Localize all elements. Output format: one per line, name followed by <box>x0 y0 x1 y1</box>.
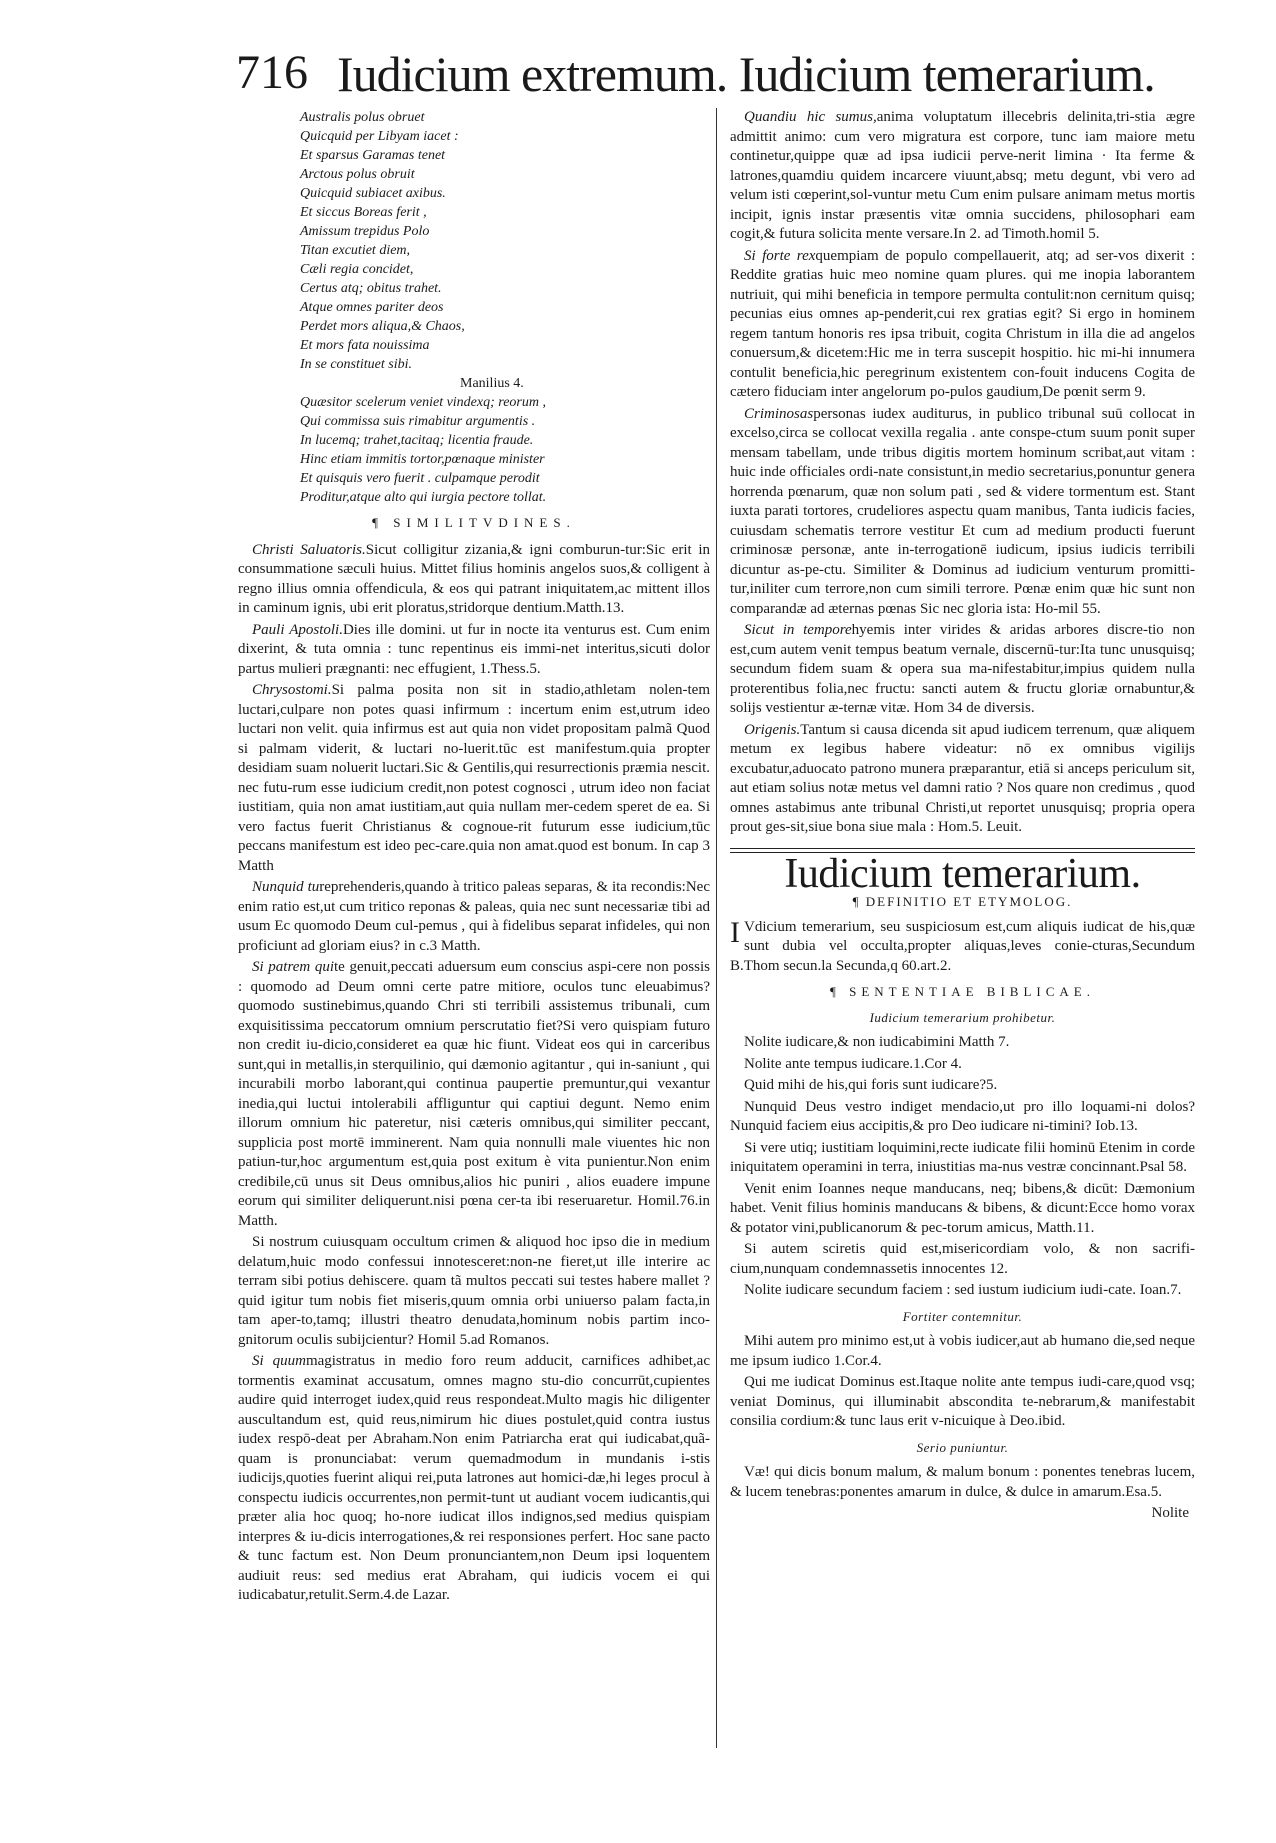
paragraph-text: Si nostrum cuiusquam occultum crimen & aliquod hoc ipso die in medium delatum,huic modo confessui innotesceret:non-ne fieret,ut ille interire ac terram sibi potius dehiscere. quam tã multos peccati sui testes habere mallet ? quid igitur tum nobis fiet miseris,quum omnia orbi uniuerso palam facta,in tam aper-to,tamq; illustri theatro denudata,hominum nobis partim inco-gnitorum oculis subijcientur? Homil 5.ad Romanos. <box>238 1234 710 1348</box>
poem-source: Manilius 4. <box>460 376 524 391</box>
poem-line: Amissum trepidus Polo <box>300 224 430 239</box>
paragraph-text: Dies ille domini. ut fur in nocte ita venturus est. Cum enim dixerint, & tuta omnia : tunc repentinus eis immi-net interitus,sicuti dolor partus mulieri prægnanti: nec effugient, 1.Thess.5. <box>238 621 710 677</box>
paragraph-lead: Si patrem qui <box>252 959 335 975</box>
paragraph-text: magistratus in medio foro reum adducit, carnifices adhibet,ac tormentis examinat accusatum, omnes magno stu-dio concurrūt,cupientes audire quid interroget iudex,quid reus respondeat.Multo magis hic diligenter auscultandum est, quid reus,nimirum hic diues postulet,quid contra iustus iudex respō-deat per Abraham.Non enim Patriarcha erat qui iudicabat,quã-quam is pronunciabat: verum quemadmodum in mundanis i-stis iudicijs,quoties fuerint aliqui rei,puta latrones aut homici-dæ,hi leges procul à conspectu iudicis occurrentes,non permit-tunt ut audiant vocem iudicantis,qui præter alia hoc quoq; ho-nore iudicat illos indignos,sed medius quispiam interpres & iu-dicis interrogationes,& rei responsiones perfert. Hoc sane pacto & tunc factum est. Non Deum pronunciantem,non Deum ipsi loquentem audiuit reus: sed medius erat Abraham, qui iudicis vocem ei qui iudicabatur,retulit.Serm.4.de Lazar. <box>238 1353 710 1603</box>
bible-verse: Si autem sciretis quid est,misericordiam volo, & non sacrifi-cium,nunquam condemnassetis innocentes 12. <box>730 1241 1195 1277</box>
bible-verse: Venit enim Ioannes neque manducans, neq; bibens,& dicūt: Dæmonium habet. Venit filius hominis manducans & bibens, & dicunt:Ecce homo vorax & potator vini,publicanorum & pec-torum amicus, Matth.11. <box>730 1180 1195 1236</box>
paragraph <box>238 1233 710 1350</box>
column-divider <box>716 108 717 1748</box>
definitio-text: Vdicium temerarium, seu suspiciosum est,cum aliquis iudicat de his,quæ sunt dubia vel occulta,propter aliquas,leves conie-cturas,Secundum B.Thom secun.la Secunda,q 60.art.2. <box>730 918 1195 974</box>
paragraph-text: reprehenderis,quando à tritico paleas separas, & ita recondis:Nec enim ratio est,ut cum tritico reponas & paleas, quia nec sunt necessariæ tibi ad usum Ec quomodo Deum cul-pemus , qui à fidelibus separat infideles, qui non proficiunt ad gloriam eius? in c.3 Matth. <box>238 879 711 954</box>
poem-line: Certus atq; obitus trahet. <box>300 281 442 296</box>
running-title: Iudicium extremum. Iudicium temerarium. <box>337 46 1155 102</box>
bible-verse: Nolite ante tempus iudicare.1.Cor 4. <box>744 1055 962 1072</box>
paragraph-lead: Christi Saluatoris. <box>252 541 366 558</box>
section-heading-similitudines: ¶ SIMILITVDINES. <box>372 515 576 530</box>
section-title: Iudicium temerarium. <box>784 850 1141 897</box>
paragraph-lead: Criminosas <box>744 405 814 422</box>
poem-line: Quicquid per Libyam iacet : <box>300 129 459 144</box>
paragraph-lead: Si forte rex <box>744 247 816 264</box>
paragraph <box>730 621 1195 719</box>
bible-verse: Nolite iudicare,& non iudicabimini Matth 7. <box>744 1034 1010 1050</box>
left-column <box>238 108 710 1608</box>
bible-verse: Mihi autem pro minimo est,ut à vobis iudicer,aut ab humano die,sed neque me ipsum iudico 1.Cor.4. <box>730 1333 1195 1369</box>
paragraph-lead: Si quum <box>252 1353 306 1369</box>
poem-line: Titan excutiet diem, <box>300 243 411 258</box>
poem-line: Cæli regia concidet, <box>300 262 414 277</box>
paragraph-lead: Pauli Apostoli. <box>252 621 343 638</box>
poem-line: Quicquid subiacet axibus. <box>300 186 446 201</box>
paragraph <box>238 681 710 876</box>
paragraph-lead: Sicut in tempore <box>744 622 852 638</box>
bible-verse: Qui me iudicat Dominus est.Itaque nolite ante tempus iudi-care,quod vsq; veniat Dominus, qui illuminabit abscondita te-nebrarum,& manifestabit consilia cordium:& tunc laus erit v-nicuique à Deo.ibid. <box>730 1374 1195 1429</box>
definitio-heading: ¶ DEFINITIO ET ETYMOLOG. <box>852 894 1073 909</box>
poem-line: In se constituet sibi. <box>300 357 412 372</box>
subheading: Fortiter contemnitur. <box>902 1308 1023 1324</box>
paragraph-text: hyemis inter virides & aridas arbores discre-tio non est,cum autem venit tempus beatum vernale, discernū-tur:Ita tunc unusquisq; secundum fidem suam & opera sua ma-nifestabitur,impius quidem nulla proterentibus folia,nec fructu: sancti autem & fructu gloriæ ornabuntur,& solijs vestientur æ-ternæ vitæ. Hom 34 de diversis. <box>730 622 1195 716</box>
poem-line: Et siccus Boreas ferit , <box>300 205 427 220</box>
poem-line: In lucemq; trahet,tacitaq; licentia fraude. <box>300 433 534 448</box>
page-number: 716 <box>236 46 308 99</box>
poem-line: Et mors fata nouissima <box>300 338 430 353</box>
poem-line: Perdet mors aliqua,& Chaos, <box>300 319 465 334</box>
paragraph <box>730 247 1195 403</box>
definitio-paragraph <box>730 915 1195 977</box>
paragraph <box>730 108 1195 245</box>
paragraph-lead: Nunquid tu <box>252 879 320 895</box>
paragraph-lead: Origenis. <box>744 721 801 738</box>
paragraph <box>730 405 1195 620</box>
poem-line: Atque omnes pariter deos <box>300 300 444 315</box>
poem-line: Hinc etiam immitis tortor,pœnaque minister <box>300 452 545 467</box>
paragraph-text: te genuit,peccati aduersum eum conscius aspi-cere non possis : quomodo ad Deum omni certe patre mitiore, oculos tunc eleuabimus? quomodo sustinebimus,quando Chri sti terribili assistemus tribunali, cum exquisitissima peccatorum omnium perscrutatio fiet?Si vero quispiam futuro non credit iu-dicio,consideret ea quæ hic fiunt. Videat eos qui in carceribus sunt,qui in metallis,in sterquilinio, qui dæmonio agitantur , qui in-saniunt , qui incurabili morbo laborant,qui continua paupertie premuntur,qui vexantur inedia,qui luctui intolerabili affliguntur qui captiui degunt. Nemo enim illorum omnium hic pateretur, nisi cæteris omnibus,qui similiter peccant, supplicia post mortē imminerent. Nam quia nonnulli male viuentes hic non patiun-tur,hoc argumentum est,quia post exitum è vita punientur.Non enim credibile,cū unus sit Deus omnibus,alios hic puniri , alios euadere impune eorum qui similiter deliquerunt.nisi pœna cer-ta ibi reseruaretur. Homil.76.in Matth. <box>238 959 710 1229</box>
paragraph <box>238 541 710 619</box>
paragraph-lead: Chrysostomi. <box>252 682 332 698</box>
paragraph <box>238 878 710 956</box>
drop-initial: I <box>730 915 740 949</box>
subheading: Serio puniuntur. <box>916 1439 1009 1455</box>
sententiae-heading: ¶ SENTENTIAE BIBLICAE. <box>829 984 1095 999</box>
bible-verse: Quid mihi de his,qui foris sunt iudicare?5. <box>744 1077 998 1093</box>
poem-line: Arctous polus obruit <box>300 167 415 182</box>
poem-line: Australis polus obruet <box>300 110 425 125</box>
bible-verse: Nunquid Deus vestro indiget mendacio,ut pro illo loquami-ni dolos? Nunquid faciem eius accipitis,& pro Deo iudicare ni-timini? Iob.13. <box>730 1098 1195 1134</box>
paragraph <box>238 958 710 1231</box>
paragraph <box>730 721 1195 838</box>
right-column <box>730 108 1195 1524</box>
catchword: Nolite <box>1151 1505 1189 1521</box>
paragraph-text: anima voluptatum illecebris delinita,tri-stia ægre admittit animo: cum vero migratura est corpore, tunc iam maiore metu continetur,quippe quæ ad ipsa iudicii perve-nerit limina · Ita ferme & latrones,quamdiu quidem incarcere viuunt,absq; metu degunt, vbi vero ad velum isti cœperint,sol-vuntur metu Cum enim pulsare animam metus mortis incipit, ignis instar præsentis vitæ omnia succidens, philosophari eam cogit,& futura solicita mente versare.In 2. ad Timoth.homil 5. <box>730 109 1195 242</box>
paragraph-lead: Quandiu hic sumus, <box>744 109 877 125</box>
page-header <box>232 45 1216 107</box>
poem-line: Proditur,atque alto qui iurgia pectore tollat. <box>300 490 547 505</box>
paragraph-text: quempiam de populo compellauerit, atq; ad ser-vos dixerit : Reddite gratias huic meo nomine quam plures. qui me inopia laborantem nutriuit, qui mihi beneficia in tempore permulta contulit:non cernitum quisq; pecunias eius omnes ap-penderit,cui rex gratias egit? Si ergo in hominem regem tantum honoris res ipsa tribuit, cogita Christum in illa die ad angelos conuersum,& dicetem:Hic me in terra suscepit hospitio. hic mi-hi innumera contulit beneficia,hic peregrinum existentem con-fouit inducens Cogita de cætero fiduciam inter angelorum po-pulos gaudium,De pœnit serm 9. <box>730 247 1195 400</box>
poem-line: Quæsitor scelerum veniet vindexq; reorum , <box>300 395 546 410</box>
poem-manilius <box>238 108 710 507</box>
paragraph <box>238 621 710 680</box>
paragraph-text: Sicut colligitur zizania,& igni comburun-tur:Sic erit in consummatione sæculi huius. Mittet filius hominis angelos suos,& colligent à regno illius omnia offendicula, & eos qui patrant iniquitatem,ac mittent illos in caminum ignis, ubi erit ploratus,stridorque dentium.Matth.13. <box>238 541 710 616</box>
poem-line: Et quisquis vero fuerit . culpamque perodit <box>300 471 540 486</box>
paragraph-text: personas iudex auditurus, in publico tribunal suū collocat in excelso,circa se collocat vexilla regalia . ante conspe-ctum suum ponit super mensam tabellam, unde tribus digitis mortem hominum scribat,aut vitam : huic inde officiales ordi-nate consistunt,in medio secretarius,ponuntur genera horrenda pœnarum, quæ non solum pati , sed & videre tormentum est. Stant iuxta parati tortores, crudeliores aspectu quam manibus, Tanta iudicis facies, cuiusdam schematis terrore vestitur Et cum ad medium producti fuerunt criminosæ personæ, ante in-terrogationē iudicum, ipsius iudicis terribili dicuntur as-pe-ctu. Similiter & Dominus ad iudicium venturum promitti-tur,iniliter cum terrore,non cum simili terrore. Pœnæ enim quæ hic sunt non comparandæ ad æternas pœnas Sic nec gloria ista: Ho-mil 55. <box>730 405 1195 617</box>
bible-verse: Si vere utiq; iustitiam loquimini,recte iudicate filii hominū Etenim in corde iniquitatem operamini in terra, iniustitias ma-nus vestræ concinnant.Psal 58. <box>730 1139 1195 1175</box>
poem-line: Et sparsus Garamas tenet <box>300 148 446 163</box>
bible-verse: Væ! qui dicis bonum malum, & malum bonum : ponentes tenebras lucem, & lucem tenebras:ponentes amarum in dulce, & dulce in amarum.Esa.5. <box>730 1464 1195 1500</box>
subheading: Iudicium temerarium prohibetur. <box>869 1009 1056 1025</box>
bible-verse: Nolite iudicare secundum faciem : sed iustum iudicium iudi-cate. Ioan.7. <box>744 1282 1182 1298</box>
poem-line: Qui commissa suis rimabitur argumentis . <box>300 414 536 429</box>
paragraph <box>238 1352 710 1606</box>
paragraph-text: Tantum si causa dicenda sit apud iudicem terrenum, quæ aliquem metum ex legibus habere videatur: nō ex omnibus vigilijs excubatur,aduocato patrono munera præparantur, etiā si anceps periculum sit, aut etiam solius notæ metus vel damni ratio ? Nos quare non credimus , quod omnes astabimus ante tribunal Christi,ut reportet unusquisq; propria opera prout ges-sit,siue bona siue mala : Hom.5. Leuit. <box>730 721 1195 835</box>
paragraph-text: Si palma posita non sit in stadio,athletam nolen-tem luctari,culpare non potes quasi infirmum : incertum enim est,utrum ideo luctari non velit. quia infirmus est aut quia non videt propositam palmã Quod si palmam viderit, & luctari no-luerit.tūc est manifestum.quia propter desidiam suam noluerit luctari.Sic & Gentilis,qui resurrectionis præmia nescit. nec futu-rum esse iudicium credit,non potest cognosci , utrum ideo non faciat iustitiam, quia non amat iustitiam,aut quia nullam mer-cedem speret de ea. Si vero factus fuerit Christianus & cognoue-rit futurum esse iudicium,tūc peccans manifestum est ideo pec-care.quia non amat.quod est bonum. In cap 3 Matth <box>238 682 710 874</box>
